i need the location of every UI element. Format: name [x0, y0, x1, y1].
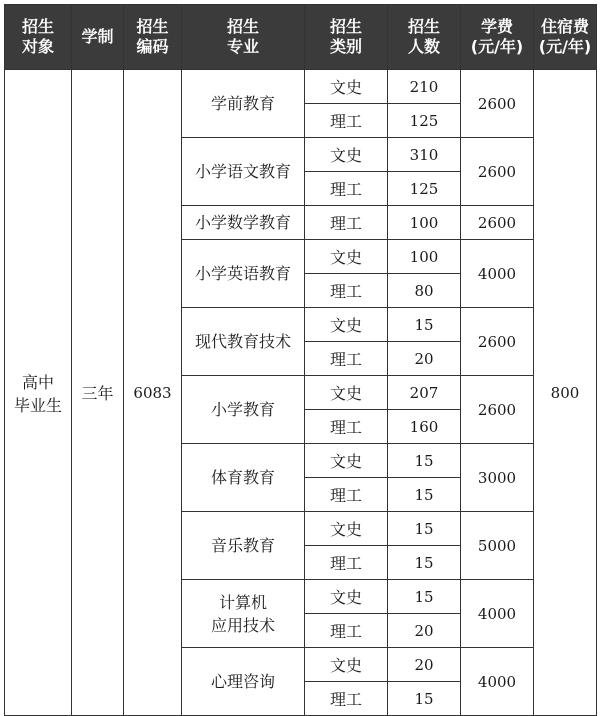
- header-dorm: 住宿费 (元/年): [534, 5, 597, 70]
- quota-cell: 125: [388, 172, 461, 206]
- category-cell: 理工: [305, 172, 388, 206]
- category-cell: 理工: [305, 342, 388, 376]
- quota-cell: 15: [388, 580, 461, 614]
- tuition-cell: 2600: [461, 308, 534, 376]
- tuition-cell: 5000: [461, 512, 534, 580]
- category-cell: 理工: [305, 682, 388, 716]
- category-cell: 理工: [305, 206, 388, 240]
- tuition-cell: 3000: [461, 444, 534, 512]
- category-cell: 文史: [305, 308, 388, 342]
- quota-cell: 20: [388, 648, 461, 682]
- quota-cell: 125: [388, 104, 461, 138]
- category-cell: 文史: [305, 138, 388, 172]
- tuition-cell: 2600: [461, 206, 534, 240]
- table-body: [5, 70, 597, 716]
- header-target: 招生 对象: [5, 5, 72, 70]
- category-cell: 文史: [305, 70, 388, 104]
- category-cell: 理工: [305, 274, 388, 308]
- category-cell: 文史: [305, 376, 388, 410]
- quota-cell: 100: [388, 206, 461, 240]
- major-cell: 体育教育: [182, 444, 305, 512]
- dorm-cell: 800: [534, 70, 597, 716]
- header-major: 招生 专业: [182, 5, 305, 70]
- table-header: [5, 5, 597, 70]
- major-cell: 音乐教育: [182, 512, 305, 580]
- header-quota: 招生 人数: [388, 5, 461, 70]
- category-cell: 文史: [305, 648, 388, 682]
- major-cell: 小学数学教育: [182, 206, 305, 240]
- quota-cell: 20: [388, 614, 461, 648]
- tuition-cell: 4000: [461, 240, 534, 308]
- quota-cell: 80: [388, 274, 461, 308]
- header-row: [5, 5, 597, 70]
- category-cell: 理工: [305, 546, 388, 580]
- code-cell: 6083: [124, 70, 182, 716]
- major-cell: 学前教育: [182, 70, 305, 138]
- category-cell: 理工: [305, 104, 388, 138]
- category-cell: 文史: [305, 444, 388, 478]
- header-category: 招生 类别: [305, 5, 388, 70]
- tuition-cell: 4000: [461, 580, 534, 648]
- quota-cell: 20: [388, 342, 461, 376]
- category-cell: 理工: [305, 614, 388, 648]
- quota-cell: 210: [388, 70, 461, 104]
- category-cell: 文史: [305, 580, 388, 614]
- major-cell: 心理咨询: [182, 648, 305, 716]
- quota-cell: 160: [388, 410, 461, 444]
- table-row: [5, 70, 597, 104]
- quota-cell: 310: [388, 138, 461, 172]
- duration-cell: 三年: [72, 70, 124, 716]
- tuition-cell: 4000: [461, 648, 534, 716]
- target-cell: 高中 毕业生: [5, 70, 72, 716]
- quota-cell: 207: [388, 376, 461, 410]
- category-cell: 文史: [305, 240, 388, 274]
- tuition-cell: 2600: [461, 376, 534, 444]
- admissions-table: [4, 4, 597, 716]
- major-cell: 小学语文教育: [182, 138, 305, 206]
- header-duration: 学制: [72, 5, 124, 70]
- tuition-cell: 2600: [461, 70, 534, 138]
- quota-cell: 15: [388, 308, 461, 342]
- quota-cell: 15: [388, 478, 461, 512]
- category-cell: 理工: [305, 478, 388, 512]
- quota-cell: 100: [388, 240, 461, 274]
- quota-cell: 15: [388, 682, 461, 716]
- category-cell: 文史: [305, 512, 388, 546]
- major-cell: 计算机 应用技术: [182, 580, 305, 648]
- major-cell: 现代教育技术: [182, 308, 305, 376]
- quota-cell: 15: [388, 512, 461, 546]
- major-cell: 小学英语教育: [182, 240, 305, 308]
- tuition-cell: 2600: [461, 138, 534, 206]
- major-cell: 小学教育: [182, 376, 305, 444]
- header-tuition: 学费 (元/年): [461, 5, 534, 70]
- quota-cell: 15: [388, 444, 461, 478]
- category-cell: 理工: [305, 410, 388, 444]
- header-code: 招生 编码: [124, 5, 182, 70]
- quota-cell: 15: [388, 546, 461, 580]
